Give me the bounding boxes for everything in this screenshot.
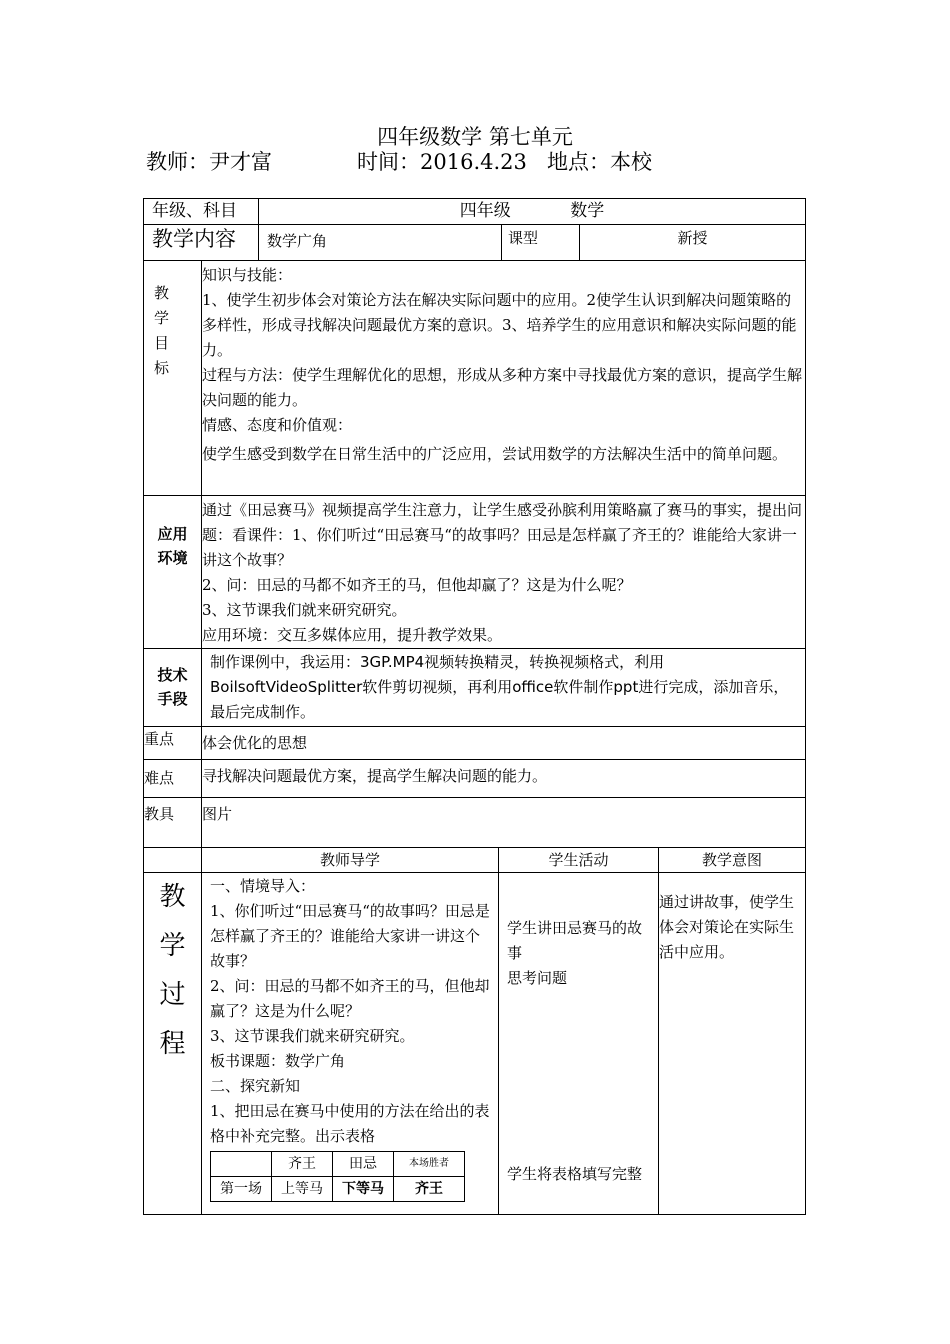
- key-value: 体会优化的思想: [202, 727, 806, 760]
- student-activity: [499, 873, 659, 1215]
- inner-row-cell: 齐王: [394, 1177, 465, 1202]
- goals-line: 1、使学生初步体会对策论方法在解决实际问题中的应用。2使学生认识到解决问题策略的多样性，形成寻找解决问题最优方案的意识。3、培养学生的应用意识和解决实际问题的能力。: [202, 291, 797, 359]
- key-label: 重点: [144, 727, 202, 760]
- type-value: 新授: [580, 225, 806, 261]
- inner-head-cell: [211, 1152, 272, 1177]
- inner-row-cell: 上等马: [272, 1177, 333, 1202]
- grade-row: [144, 199, 806, 225]
- student-line: 学生讲田忌赛马的故事: [507, 919, 643, 962]
- key-row: [144, 727, 806, 760]
- tools-row: [144, 798, 806, 848]
- process-row: [144, 873, 806, 1215]
- difficulty-value: 寻找解决问题最优方案，提高学生解决问题的能力。: [202, 760, 806, 798]
- content-label: 教学内容: [144, 225, 259, 261]
- difficulty-row: [144, 760, 806, 798]
- env-line: 3、这节课我们就来研究研究。: [202, 601, 407, 619]
- process-label-char: 教: [159, 882, 186, 912]
- goals-line: 过程与方法：使学生理解优化的思想，形成从多种方案中寻找最优方案的意识，提高学生解决问题的能力。: [202, 366, 803, 409]
- tools-label: 教具: [144, 798, 202, 848]
- goals-label-char: 教: [154, 284, 170, 302]
- guide-line: 1、你们听过“田忌赛马“的故事吗？田忌是怎样赢了齐王的？谁能给大家讲一讲这个故事？: [210, 902, 490, 970]
- lesson-place: 地点：本校: [547, 150, 652, 174]
- col-intent-header: 教学意图: [659, 848, 806, 873]
- inner-head-cell: 齐王: [272, 1152, 333, 1177]
- env-line: 应用环境：交互多媒体应用，提升教学效果。: [202, 626, 503, 644]
- env-content: [202, 496, 806, 649]
- goals-line: 知识与技能：: [202, 266, 293, 284]
- env-label-line: 环境: [157, 549, 188, 567]
- process-header-row: [144, 848, 806, 873]
- guide-line: 3、这节课我们就来研究研究。: [210, 1027, 415, 1045]
- inner-head-cell: 本场胜者: [394, 1152, 465, 1177]
- grade-label: 年级、科目: [144, 199, 259, 225]
- student-line: 思考问题: [507, 969, 568, 987]
- guide-line: 二、探究新知: [210, 1077, 301, 1095]
- col-teacher-header: 教师导学: [202, 848, 499, 873]
- guide-line: 1、把田忌在赛马中使用的方法在给出的表格中补充完整。出示表格: [210, 1102, 490, 1145]
- lesson-plan-table: [143, 198, 806, 1215]
- guide-line: 板书课题：数学广角: [210, 1052, 346, 1070]
- env-line: 通过《田忌赛马》视频提高学生注意力，让学生感受孙膑利用策略赢了赛马的事实，提出问题：看课件：1、你们听过“田忌赛马“的故事吗？田忌是怎样赢了齐王的？谁能给大家讲一讲这个故事？: [202, 501, 803, 569]
- goals-label-char: 目: [154, 334, 170, 352]
- process-header-blank: [144, 848, 202, 873]
- goals-label-char: 学: [154, 309, 170, 327]
- process-label-char: 程: [159, 1029, 186, 1059]
- env-row: [144, 496, 806, 649]
- tech-label-line: 手段: [157, 690, 188, 708]
- inner-row-cell: 下等马: [333, 1177, 394, 1202]
- goals-label: [144, 261, 202, 496]
- tech-row: [144, 649, 806, 727]
- difficulty-label: 难点: [144, 760, 202, 798]
- teacher-name: 教师：尹才富: [146, 150, 272, 174]
- goals-line: 情感、态度和价值观：: [202, 416, 353, 434]
- type-label: 课型: [502, 225, 580, 261]
- env-label: [144, 496, 202, 649]
- tech-label-line: 技术: [157, 666, 188, 684]
- student-line: 学生将表格填写完整: [507, 1165, 643, 1183]
- lesson-time: 时间：2016.4.23: [357, 150, 527, 174]
- goals-content: [202, 261, 806, 496]
- document-title: 四年级数学 第七单元: [377, 125, 573, 149]
- env-label-line: 应用: [157, 525, 188, 543]
- env-line: 2、问：田忌的马都不如齐王的马，但他却赢了？这是为什么呢？: [202, 576, 632, 594]
- tech-label: [144, 649, 202, 727]
- inner-row-cell: 第一场: [211, 1177, 272, 1202]
- content-value: 数学广角: [259, 225, 502, 261]
- tech-content: 制作课例中，我运用：3GP.MP4视频转换精灵，转换视频格式，利用BoilsoftVideoSplitter软件剪切视频，再利用office软件制作ppt进行完成，添加音乐，最后完成制作。: [202, 649, 806, 727]
- horse-race-table: [210, 1151, 465, 1202]
- tools-value: 图片: [202, 798, 806, 848]
- content-row: [144, 225, 806, 261]
- process-label: [144, 873, 202, 1215]
- teacher-guide: [202, 873, 499, 1215]
- grade-value: 四年级 数学: [259, 199, 806, 225]
- guide-line: 一、情境导入：: [210, 877, 316, 895]
- guide-line: 2、问：田忌的马都不如齐王的马，但他却赢了？这是为什么呢？: [210, 977, 490, 1020]
- col-student-header: 学生活动: [499, 848, 659, 873]
- process-label-char: 学: [159, 931, 186, 961]
- goals-label-char: 标: [154, 359, 170, 377]
- inner-head-cell: 田忌: [333, 1152, 394, 1177]
- goals-row: [144, 261, 806, 496]
- teaching-intent: 通过讲故事，使学生体会对策论在实际生活中应用。: [659, 873, 806, 1215]
- goals-line: 使学生感受到数学在日常生活中的广泛应用，尝试用数学的方法解决生活中的简单问题。: [202, 445, 788, 463]
- process-label-char: 过: [159, 980, 186, 1010]
